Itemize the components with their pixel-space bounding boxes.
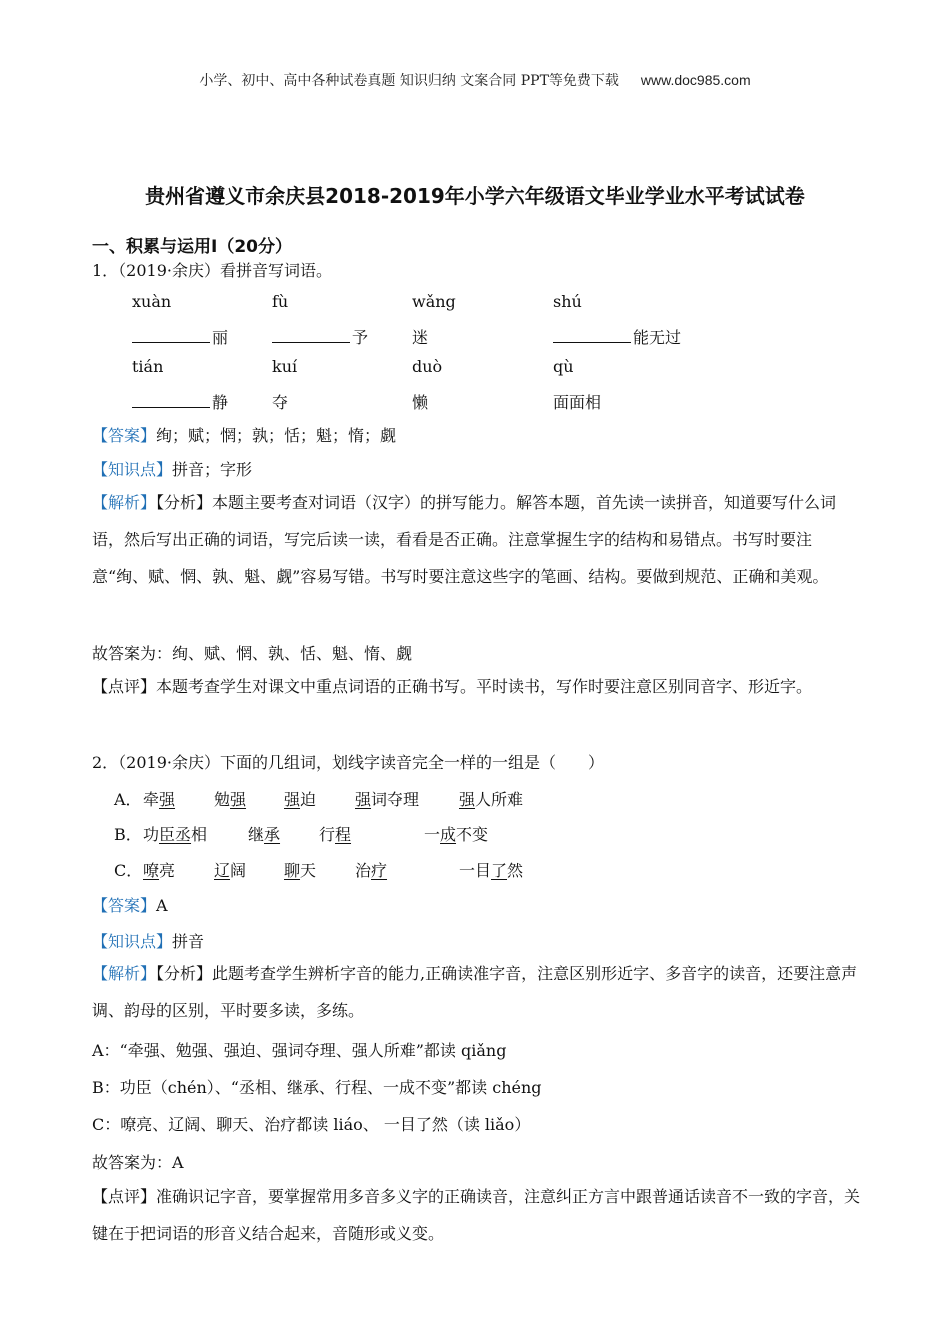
q1-comment: 【点评】本题考查学生对课文中重点词语的正确书写。平时读书，写作时要注意区别同音字、形近字。 xyxy=(92,677,813,696)
q2-a-word-4: 强词夺理 xyxy=(355,790,420,809)
q1-item-6: 夺 xyxy=(272,393,289,412)
answer-blank[interactable] xyxy=(132,392,210,408)
q2-c-word-5: 一目了然 xyxy=(459,861,524,880)
q2-analysis: 【解析】【分析】此题考查学生辨析字音的能力,正确读准字音，注意区别形近字、多音字的读音，还要注意声调、韵母的区别，平时要多读，多练。 xyxy=(92,964,858,1020)
q2-b-word-1: 功臣丞相 xyxy=(143,825,208,844)
q2-c-word-1: 嘹亮 xyxy=(143,861,176,880)
q1-analysis: 【解析】【分析】本题主要考查对词语（汉字）的拼写能力。解答本题，首先读一读拼音，知道要写什么词语，然后写出正确的词语，写完后读一读，看看是否正确。注意掌握生字的结构和易错点。书写时要注意“绚、赋、惘、孰、魁、觑”容易写错。书写时要注意这些字的笔画、结构。要做到规范、正确和美观。 xyxy=(92,493,837,586)
q2-b-word-4: 一成不变 xyxy=(424,825,489,844)
q2-line-c: C：嘹亮、辽阔、聊天、治疗都读 liáo、 一目了然（读 liǎo） xyxy=(92,1115,531,1134)
q1-answer: 【答案】绚；赋；惘；孰；恬；魁；惰；觑 xyxy=(92,426,397,445)
q1-conclusion: 故答案为：绚、赋、惘、孰、恬、魁、惰、觑 xyxy=(92,644,413,663)
q2-a-word-1: 牵强 xyxy=(143,790,176,809)
q2-c-word-2: 辽阔 xyxy=(214,861,247,880)
q1-pinyin-7: duò xyxy=(412,357,443,376)
q2-answer: 【答案】A xyxy=(92,896,168,915)
q2-conclusion: 故答案为：A xyxy=(92,1153,184,1172)
q2-option-c[interactable]: C． xyxy=(114,861,143,880)
q2-option-b[interactable]: B． xyxy=(114,825,142,844)
page-header xyxy=(0,70,950,90)
q2-option-a[interactable]: A． xyxy=(114,790,142,809)
q2-a-word-2: 勉强 xyxy=(214,790,247,809)
section-heading: 一、积累与运用Ⅰ（20分） xyxy=(92,237,292,257)
q1-pinyin-5: tián xyxy=(132,357,164,376)
q2-comment: 【点评】准确识记字音，要掌握常用多音多义字的正确读音，注意纠正方言中跟普通话读音不一致的字音，关键在于把词语的形音义结合起来，音随形或义变。 xyxy=(92,1187,861,1243)
q1-pinyin-4: shú xyxy=(553,292,582,311)
q1-item-8: 面面相 xyxy=(553,393,602,412)
exam-title: 贵州省遵义市余庆县2018-2019年小学六年级语文毕业学业水平考试试卷 xyxy=(145,184,805,208)
q1-pinyin-3: wǎng xyxy=(412,292,456,311)
q2-line-b: B：功臣（chén）、“丞相、继承、行程、一成不变”都读 chéng xyxy=(92,1078,542,1097)
answer-blank[interactable] xyxy=(272,327,350,343)
q1-knowledge-point: 【知识点】拼音；字形 xyxy=(92,460,253,479)
q2-prompt: 2．（2019·余庆）下面的几组词，划线字读音完全一样的一组是（ ） xyxy=(92,753,604,772)
q1-prompt: 1．（2019·余庆）看拼音写词语。 xyxy=(92,261,332,280)
q1-item-2: 予 xyxy=(272,325,368,348)
q1-item-1: 丽 xyxy=(132,325,228,348)
q2-b-word-3: 行程 xyxy=(319,825,352,844)
q1-pinyin-8: qù xyxy=(553,357,574,376)
answer-blank[interactable] xyxy=(553,327,631,343)
q2-line-a: A：“牵强、勉强、强迫、强词夺理、强人所难”都读 qiǎng xyxy=(92,1041,507,1060)
q2-a-word-5: 强人所难 xyxy=(459,790,524,809)
q1-item-7: 懒 xyxy=(412,393,429,412)
q2-a-word-3: 强迫 xyxy=(284,790,317,809)
q1-pinyin-6: kuí xyxy=(272,357,298,376)
q1-item-4: 能无过 xyxy=(553,325,681,348)
q2-b-word-2: 继承 xyxy=(248,825,281,844)
q1-item-5: 静 xyxy=(132,390,228,413)
q1-pinyin-2: fù xyxy=(272,292,289,311)
answer-blank[interactable] xyxy=(132,327,210,343)
q2-c-word-3: 聊天 xyxy=(284,861,317,880)
q2-c-word-4: 治疗 xyxy=(355,861,388,880)
header-text: 小学、初中、高中各种试卷真题 知识归纳 文案合同 PPT等免费下载 xyxy=(199,73,619,89)
q1-item-3: 迷 xyxy=(412,328,429,347)
q1-pinyin-1: xuàn xyxy=(132,292,172,311)
header-site-link[interactable]: www.doc985.com xyxy=(640,72,751,88)
q2-knowledge-point: 【知识点】拼音 xyxy=(92,932,205,951)
